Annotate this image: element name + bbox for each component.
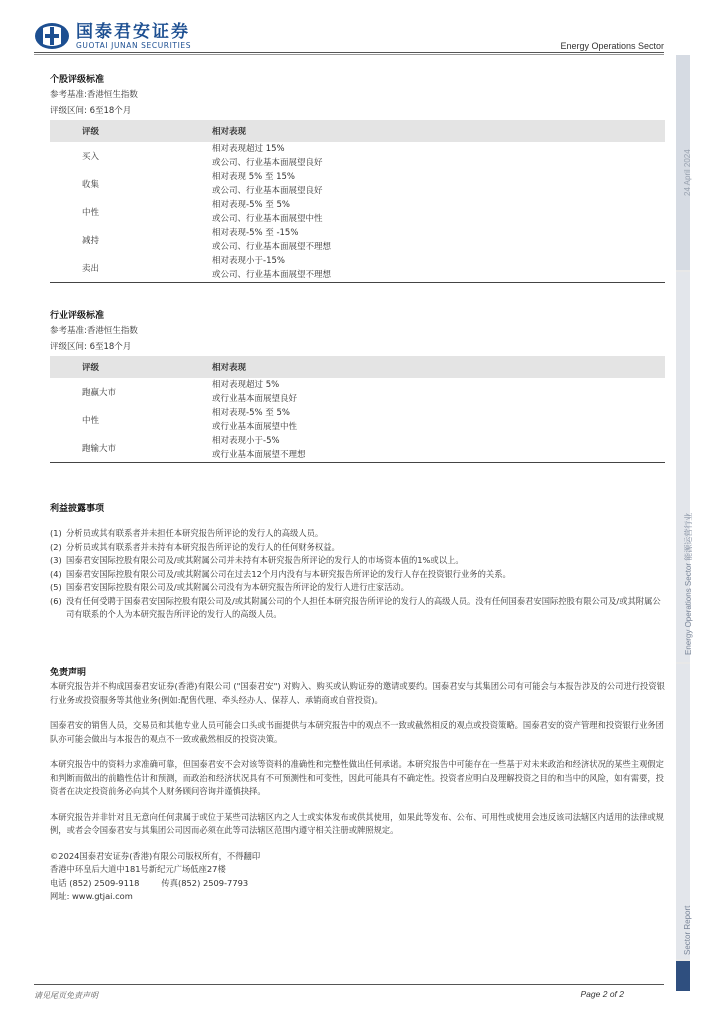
- performance-cell: [212, 378, 665, 406]
- stock-rating-benchmark: 参考基准:香港恒生指数: [50, 90, 138, 100]
- disclaimer-paragraph: 本研究报告并不构成国泰君安证券(香港)有限公司 ("国泰君安") 对购入、购买或认购证券的邀请或要约。国泰君安与其集团公司有可能会与本报告涉及的公司进行投资银行业务或投资服务等其他业务(例如:配售代理、牵头经办人、保荐人、承销商或自营投资)。: [50, 681, 665, 705]
- list-item-number: (2): [50, 541, 62, 552]
- company-logo: [34, 22, 191, 50]
- performance-line: 或公司、行业基本面展望不理想: [212, 270, 332, 280]
- table-row: [50, 434, 665, 463]
- table-row: [50, 198, 665, 226]
- list-item: [50, 595, 665, 622]
- rating-label: 减持: [82, 236, 100, 246]
- performance-cell: [212, 254, 665, 283]
- sector-rating-title: 行业评级标准: [50, 311, 105, 321]
- interest-title: 利益披露事项: [50, 504, 105, 514]
- sector-rating-benchmark: 参考基准:香港恒生指数: [50, 326, 138, 336]
- sector-rating-section: [50, 308, 665, 463]
- stock-rating-title: 个股评级标准: [50, 75, 105, 85]
- performance-line: 或行业基本面展望不理想: [212, 450, 306, 460]
- performance-line: 相对表现超过 15%: [212, 144, 285, 154]
- stock-rating-section: [50, 72, 665, 283]
- performance-cell: [212, 170, 665, 198]
- sector-rating-table: [50, 356, 665, 463]
- table-header-rating: 评级: [50, 120, 212, 142]
- disclaimer-paragraph: 本研究报告并非针对且无意向任何隶属于或位于某些司法辖区内之人士或实体发布或供其使用，如果此等发布、公布、可用性或使用会违反该司法辖区内适用的法律或规例，或者会令国泰君安与其集团公司因而必须在此等司法辖区范围内遵守相关注册或牌照规定。: [50, 811, 664, 835]
- address: 香港中环皇后大道中181号新纪元广场低座27楼: [50, 864, 226, 874]
- list-item: [50, 527, 665, 541]
- side-bar-accent: [676, 961, 690, 991]
- list-item: [50, 554, 665, 568]
- list-item-number: (4): [50, 568, 62, 579]
- list-item-number: (6): [50, 595, 62, 606]
- performance-line: 或行业基本面展望良好: [212, 394, 298, 404]
- rating-label: 中性: [82, 416, 100, 426]
- performance-line: 相对表现超过 5%: [212, 380, 280, 390]
- performance-line: 或公司、行业基本面展望中性: [212, 214, 323, 224]
- performance-cell: [212, 198, 665, 226]
- header-divider-2: [34, 54, 664, 55]
- phone: 电话 (852) 2509-9118: [50, 877, 140, 888]
- disclaimer-paragraph: 本研究报告中的资料力求准确可靠，但国泰君安不会对该等资料的准确性和完整性做出任何承诺。本研究报告中可能存在一些基于对未来政治和经济状况的某些主观假定和判断而做出的前瞻性估计和预测，而政治和经济状况具有不可预测性和可变性，因此可能具有不确定性。投资者应明白及理解投资之目的和当中的风险，如有需要，投资者在决定投资前务必向其个人财务顾问咨询并谨慎抉择。: [50, 759, 664, 796]
- list-item: [50, 581, 665, 595]
- table-row: [50, 254, 665, 283]
- performance-cell: [212, 142, 665, 170]
- contact-block: [50, 850, 665, 904]
- performance-line: 或公司、行业基本面展望良好: [212, 186, 323, 196]
- performance-line: 或公司、行业基本面展望不理想: [212, 242, 332, 252]
- rating-label: 买入: [82, 152, 100, 162]
- rating-label: 跑赢大市: [82, 388, 117, 398]
- performance-line: 或公司、行业基本面展望良好: [212, 158, 323, 168]
- list-item-text: 国泰君安国际控股有限公司及/或其附属公司并未持有本研究报告所评论的发行人的市场资本值的1%或以上。: [66, 555, 464, 565]
- table-header-performance: 相对表现: [212, 120, 665, 142]
- table-row: [50, 226, 665, 254]
- table-header-performance: 相对表现: [212, 356, 665, 378]
- performance-cell: [212, 406, 665, 434]
- page-number: Page 2 of 2: [580, 989, 624, 999]
- disclaimer-title: 免责声明: [50, 668, 87, 678]
- table-row: [50, 142, 665, 170]
- website-link[interactable]: 网址: www.gtjai.com: [50, 891, 133, 901]
- list-item-text: 没有任何受聘于国泰君安国际控股有限公司及/或其附属公司的个人担任本研究报告所评论的发行人的高级人员。没有任何国泰君安国际控股有限公司及/或其附属公司有联系的个人为本研究报告所评论的发行人的高级人员。: [66, 595, 661, 619]
- list-item-text: 国泰君安国际控股有限公司及/或其附属公司在过去12个月内没有与本研究报告所评论的发行人存在投资银行业务的关系。: [66, 568, 511, 579]
- header-sector: Energy Operations Sector: [560, 41, 664, 51]
- copyright: ©2024国泰君安证券(香港)有限公司版权所有，不得翻印: [50, 850, 261, 861]
- performance-line: 相对表现-5% 至 -15%: [212, 228, 299, 238]
- list-item: [50, 541, 665, 555]
- stock-rating-period: 评级区间: 6至18个月: [50, 106, 132, 116]
- rating-label: 卖出: [82, 264, 100, 274]
- list-item-text: 国泰君安国际控股有限公司及/或其附属公司没有为本研究报告所评论的发行人进行庄家活动。: [66, 582, 409, 592]
- sector-rating-period: 评级区间: 6至18个月: [50, 342, 132, 352]
- performance-line: 相对表现 5% 至 15%: [212, 172, 295, 182]
- header-divider: [34, 52, 664, 53]
- list-item: [50, 568, 665, 582]
- side-sector: Energy Operations Sector 能源运营行业: [684, 512, 693, 655]
- performance-cell: [212, 226, 665, 254]
- performance-line: 或行业基本面展望中性: [212, 422, 298, 432]
- table-row: [50, 170, 665, 198]
- stock-rating-table: [50, 120, 665, 283]
- table-row: [50, 406, 665, 434]
- performance-cell: [212, 434, 665, 463]
- interest-list: [50, 527, 665, 622]
- footer-divider: [34, 984, 664, 985]
- side-report-type: Sector Report: [683, 905, 692, 955]
- table-row: [50, 378, 665, 406]
- rating-label: 收集: [82, 180, 100, 190]
- disclaimer-section: [50, 665, 665, 904]
- performance-line: 相对表现-5% 至 5%: [212, 408, 290, 418]
- logo-mark-icon: [34, 22, 70, 50]
- logo-text-cn: 国泰君安证券: [76, 21, 190, 42]
- logo-text-en: GUOTAI JUNAN SECURITIES: [76, 40, 192, 50]
- performance-line: 相对表现小于-5%: [212, 436, 280, 446]
- performance-line: 相对表现小于-15%: [212, 256, 285, 266]
- rating-label: 跑输大市: [82, 444, 117, 454]
- list-item-text: 分析员或其有联系者并未担任本研究报告所评论的发行人的高级人员。: [66, 528, 324, 538]
- list-item-text: 分析员或其有联系者并未持有本研究报告所评论的发行人的任何财务权益。: [66, 541, 340, 552]
- footer-disclaimer-note: 请见尾页免责声明: [34, 991, 98, 1000]
- table-header-rating: 评级: [50, 356, 212, 378]
- performance-line: 相对表现-5% 至 5%: [212, 200, 290, 210]
- rating-label: 中性: [82, 208, 100, 218]
- interest-section: [50, 501, 665, 622]
- list-item-number: (5): [50, 582, 62, 592]
- list-item-number: (3): [50, 555, 62, 565]
- list-item-number: (1): [50, 528, 62, 538]
- disclaimer-paragraph: 国泰君安的销售人员，交易员和其他专业人员可能会口头或书面提供与本研究报告中的观点不一致或截然相反的观点或投资策略。国泰君安的资产管理和投资银行业务团队亦可能会做出与本报告的观点不一致或截然相反的投资决策。: [50, 720, 664, 744]
- side-date: 24 April 2024: [683, 149, 692, 196]
- fax: 传真(852) 2509-7793: [161, 877, 249, 888]
